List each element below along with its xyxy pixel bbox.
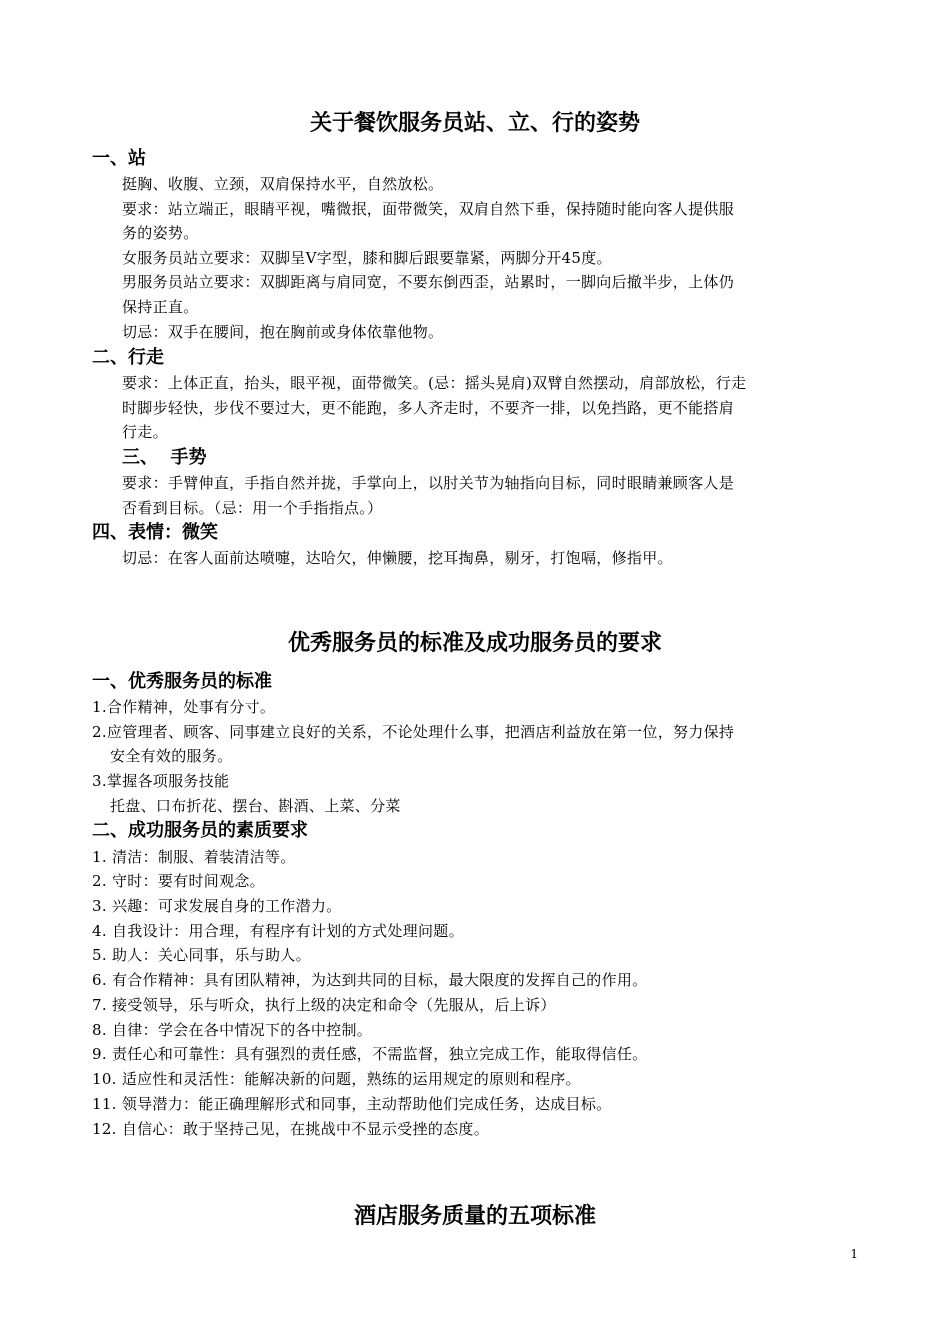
paragraph: 挺胸、收腹、立颈，双肩保持水平，自然放松。 <box>122 175 444 193</box>
list-item: 12. 自信心：敢于坚持己见，在挑战中不显示受挫的态度。 <box>92 1120 490 1138</box>
paragraph: 保持正直。 <box>122 298 199 316</box>
list-item: 6. 有合作精神：具有团队精神，为达到共同的目标，最大限度的发挥自己的作用。 <box>92 971 648 989</box>
paragraph: 要求：手臂伸直，手指自然并拢，手掌向上，以肘关节为轴指向目标，同时眼睛兼顾客人是 <box>122 474 735 492</box>
list-item: 8. 自律：学会在各中情况下的各中控制。 <box>92 1021 373 1039</box>
paragraph: 行走。 <box>122 423 168 441</box>
list-item-continued: 安全有效的服务。 <box>110 747 233 765</box>
list-item: 1. 清洁：制服、着装清洁等。 <box>92 848 296 866</box>
paragraph: 要求：上体正直，抬头，眼平视，面带微笑。(忌：摇头晃肩)双臂自然摆动，肩部放松，行走 <box>122 374 747 392</box>
paragraph: 要求：站立端正，眼睛平视，嘴微抿，面带微笑，双肩自然下垂，保持随时能向客人提供服 <box>122 200 735 218</box>
list-item: 1.合作精神，处事有分寸。 <box>92 698 276 716</box>
list-item: 2.应管理者、顾客、同事建立良好的关系，不论处理什么事，把酒店利益放在第一位，努力保持 <box>92 723 735 741</box>
list-item: 7. 接受领导，乐与听众，执行上级的决定和命令（先服从，后上诉） <box>92 996 556 1014</box>
list-item: 3. 兴趣：可求发展自身的工作潜力。 <box>92 897 342 915</box>
list-item-continued: 托盘、口布折花、摆台、斟酒、上菜、分菜 <box>110 797 401 815</box>
paragraph: 务的姿势。 <box>122 224 199 242</box>
list-item: 4. 自我设计：用合理，有程序有计划的方式处理问题。 <box>92 922 464 940</box>
paragraph: 男服务员站立要求：双脚距离与肩同宽，不要东倒西歪，站累时，一脚向后撤半步，上体仍 <box>122 273 735 291</box>
page-number: 1 <box>850 1247 858 1261</box>
paragraph: 女服务员站立要求：双脚呈V字型，膝和脚后跟要靠紧，两脚分开45度。 <box>122 249 612 267</box>
section2-heading-qualities: 二、成功服务员的素质要求 <box>92 820 308 841</box>
list-item: 3.掌握各项服务技能 <box>92 772 230 790</box>
list-item: 11. 领导潜力：能正确理解形式和同事，主动帮助他们完成任务，达成目标。 <box>92 1095 612 1113</box>
paragraph: 时脚步轻快，步伐不要过大，更不能跑，多人齐走时，不要齐一排，以免挡路，更不能搭肩 <box>122 399 735 417</box>
list-item: 10. 适应性和灵活性：能解决新的问题，熟练的运用规定的原则和程序。 <box>92 1070 581 1088</box>
list-item: 5. 助人：关心同事，乐与助人。 <box>92 946 311 964</box>
list-item: 9. 责任心和可靠性：具有强烈的责任感，不需监督，独立完成工作，能取得信任。 <box>92 1045 648 1063</box>
section1-heading-gesture: 三、 手势 <box>122 447 207 468</box>
list-item: 2. 守时：要有时间观念。 <box>92 872 265 890</box>
paragraph: 切忌：双手在腰间，抱在胸前或身体依靠他物。 <box>122 323 444 341</box>
paragraph: 否看到目标。（忌：用一个手指指点。） <box>122 499 383 517</box>
section1-heading-walk: 二、行走 <box>92 347 164 368</box>
section3-title: 酒店服务质量的五项标准 <box>353 1204 596 1229</box>
section2-title: 优秀服务员的标准及成功服务员的要求 <box>287 631 662 656</box>
section1-heading-stand: 一、站 <box>92 148 146 169</box>
section1-title: 关于餐饮服务员站、立、行的姿势 <box>309 111 640 136</box>
section2-heading-standards: 一、优秀服务员的标准 <box>92 671 272 692</box>
paragraph: 切忌：在客人面前达喷嚏，达哈欠，伸懒腰，挖耳掏鼻，剔牙，打饱嗝，修指甲。 <box>122 549 673 567</box>
section1-heading-expression: 四、表情：微笑 <box>92 522 218 543</box>
